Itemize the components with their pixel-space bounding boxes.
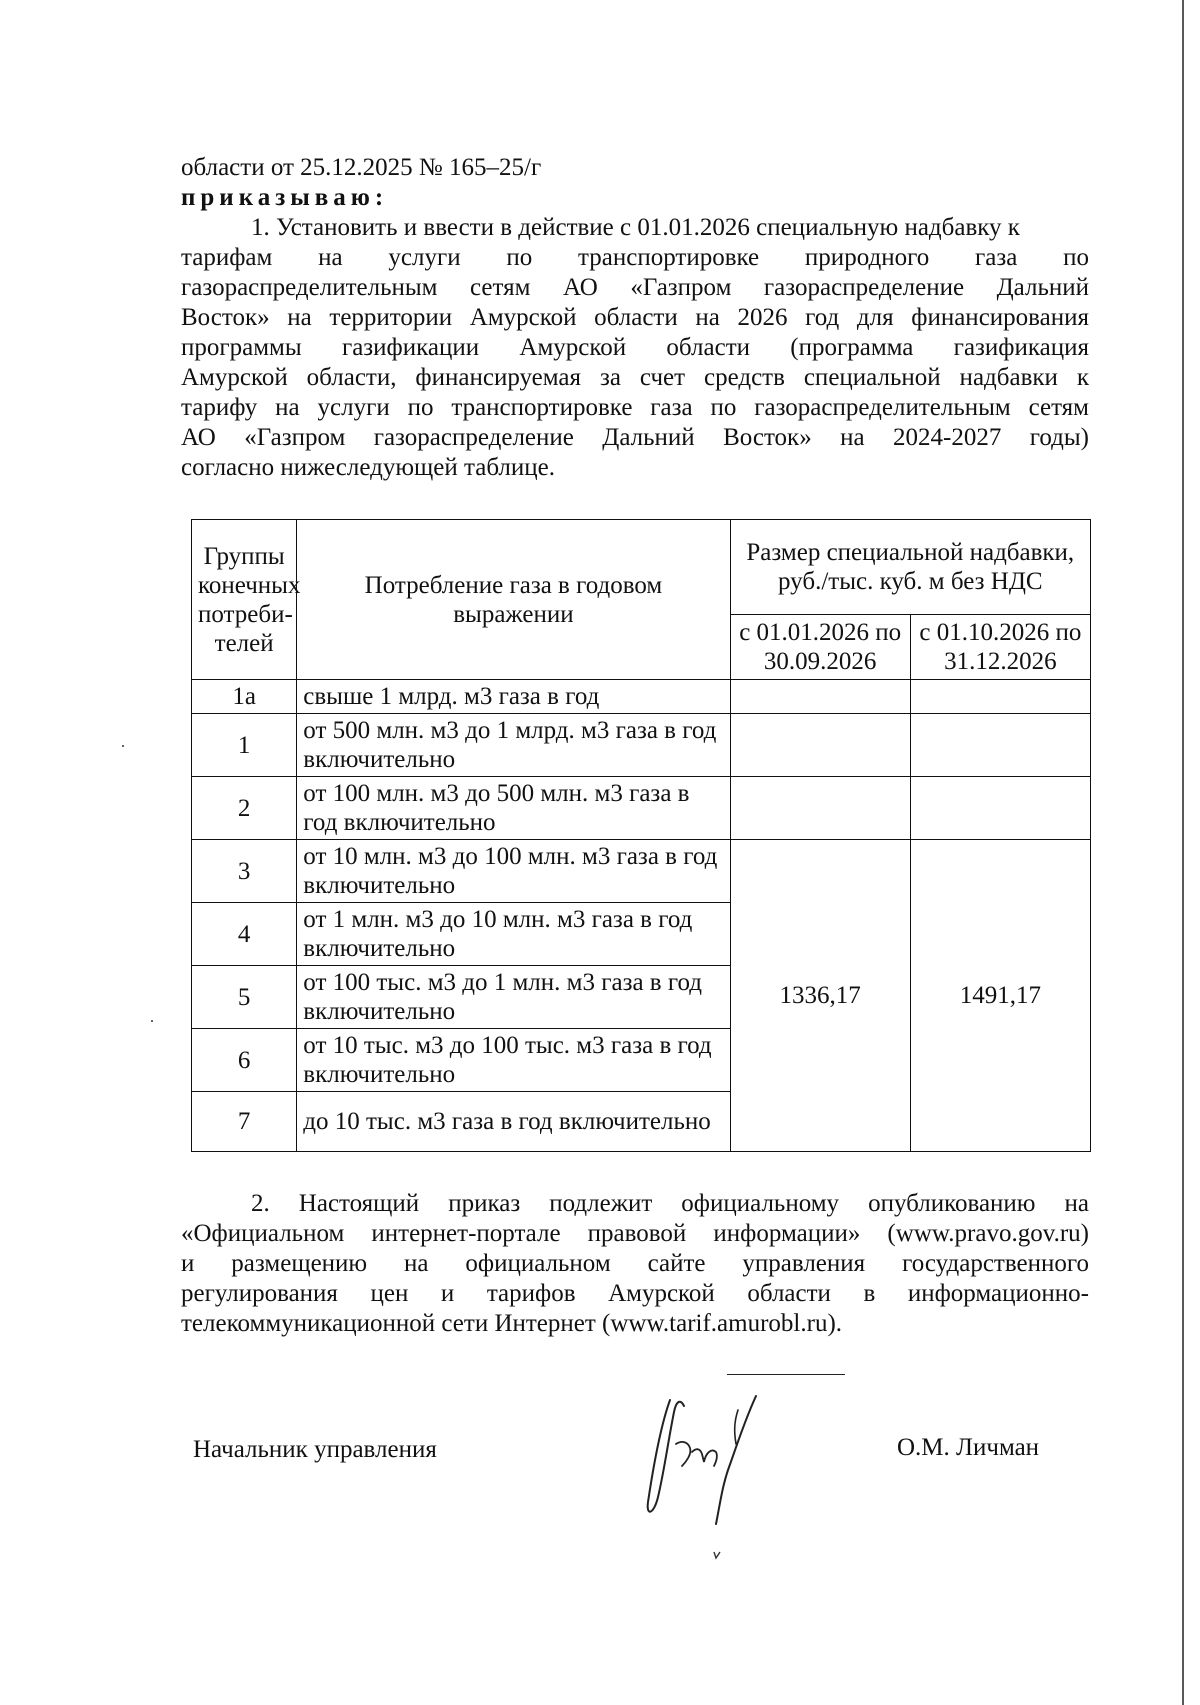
table-row bbox=[192, 840, 1091, 903]
para1-line: Восток» на территории Амурской области на 2026 год для финансирования bbox=[181, 304, 1089, 331]
header-consumption: Потребление газа в годовом выражении bbox=[297, 520, 730, 680]
intro-line: области от 25.12.2025 № 165–25/г bbox=[181, 154, 542, 181]
empty-cell bbox=[730, 714, 910, 777]
header-size: Размер специальной надбавки, руб./тыс. куб. м без НДС bbox=[730, 520, 1090, 615]
group-cell: 3 bbox=[192, 840, 297, 903]
consumption-cell: от 500 млн. м3 до 1 млрд. м3 газа в год включительно bbox=[297, 714, 730, 777]
consumption-cell: от 1 млн. м3 до 10 млн. м3 газа в год включительно bbox=[297, 903, 730, 966]
group-cell: 4 bbox=[192, 903, 297, 966]
group-cell: 2 bbox=[192, 777, 297, 840]
para1-line: газораспределительным сетям АО «Газпром газораспределение Дальний bbox=[181, 274, 1089, 301]
table-row bbox=[192, 680, 1091, 714]
handwritten-signature bbox=[640, 1392, 790, 1562]
header-group: Группы конечных потреби-телей bbox=[192, 520, 297, 680]
empty-cell bbox=[910, 777, 1090, 840]
para2-line: регулирования цен и тарифов Амурской области в информационно- bbox=[181, 1280, 1089, 1307]
para2-line: «Официальном интернет-портале правовой информации» (www.pravo.gov.ru) bbox=[181, 1220, 1089, 1247]
scan-speck bbox=[122, 745, 124, 747]
group-cell: 1 bbox=[192, 714, 297, 777]
para1-line: программы газификации Амурской области (программа газификация bbox=[181, 334, 1089, 361]
consumption-cell: до 10 тыс. м3 газа в год включительно bbox=[297, 1092, 730, 1152]
group-cell: 5 bbox=[192, 966, 297, 1029]
empty-cell bbox=[910, 714, 1090, 777]
para1-line: Амурской области, финансируемая за счет средств специальной надбавки к bbox=[181, 364, 1089, 391]
group-cell: 7 bbox=[192, 1092, 297, 1152]
table-row bbox=[192, 777, 1091, 840]
consumption-cell: от 10 тыс. м3 до 100 тыс. м3 газа в год включительно bbox=[297, 1029, 730, 1092]
para1-line: тарифу на услуги по транспортировке газа по газораспределительным сетям bbox=[181, 394, 1089, 421]
group-cell: 6 bbox=[192, 1029, 297, 1092]
para1-line: АО «Газпром газораспределение Дальний Восток» на 2024-2027 годы) bbox=[181, 424, 1089, 451]
scan-speck bbox=[151, 1020, 153, 1022]
header-period-1: с 01.01.2026 по 30.09.2026 bbox=[730, 615, 910, 680]
table-row bbox=[192, 714, 1091, 777]
para2-line: телекоммуникационной сети Интернет (www.tarif.amurobl.ru). bbox=[181, 1310, 843, 1337]
consumption-cell: от 100 млн. м3 до 500 млн. м3 газа в год включительно bbox=[297, 777, 730, 840]
para1-line: тарифам на услуги по транспортировке природного газа по bbox=[181, 244, 1089, 271]
para2-line: 2. Настоящий приказ подлежит официальному опубликованию на bbox=[251, 1190, 1089, 1217]
order-word: приказываю: bbox=[181, 184, 389, 211]
value-period-1: 1336,17 bbox=[730, 840, 910, 1152]
consumption-cell: от 100 тыс. м3 до 1 млн. м3 газа в год включительно bbox=[297, 966, 730, 1029]
tariff-table bbox=[191, 519, 1091, 1152]
scan-edge-line bbox=[1182, 0, 1184, 1705]
empty-cell bbox=[730, 680, 910, 714]
group-cell: 1а bbox=[192, 680, 297, 714]
signatory-name: О.М. Личман bbox=[897, 1434, 1040, 1461]
para2-block bbox=[181, 1189, 1089, 1339]
empty-cell bbox=[910, 680, 1090, 714]
para1-line: 1. Установить и ввести в действие с 01.01.2026 специальную надбавку к bbox=[251, 214, 1020, 241]
intro-block bbox=[181, 153, 1089, 483]
value-period-2: 1491,17 bbox=[910, 840, 1090, 1152]
para1-line: согласно нижеследующей таблице. bbox=[181, 454, 556, 481]
signatory-position: Начальник управления bbox=[193, 1436, 437, 1463]
header-period-2: с 01.10.2026 по 31.12.2026 bbox=[910, 615, 1090, 680]
separator-rule bbox=[727, 1374, 845, 1375]
consumption-cell: от 10 млн. м3 до 100 млн. м3 газа в год включительно bbox=[297, 840, 730, 903]
empty-cell bbox=[730, 777, 910, 840]
consumption-cell: свыше 1 млрд. м3 газа в год bbox=[297, 680, 730, 714]
para2-line: и размещению на официальном сайте управления государственного bbox=[181, 1250, 1089, 1277]
